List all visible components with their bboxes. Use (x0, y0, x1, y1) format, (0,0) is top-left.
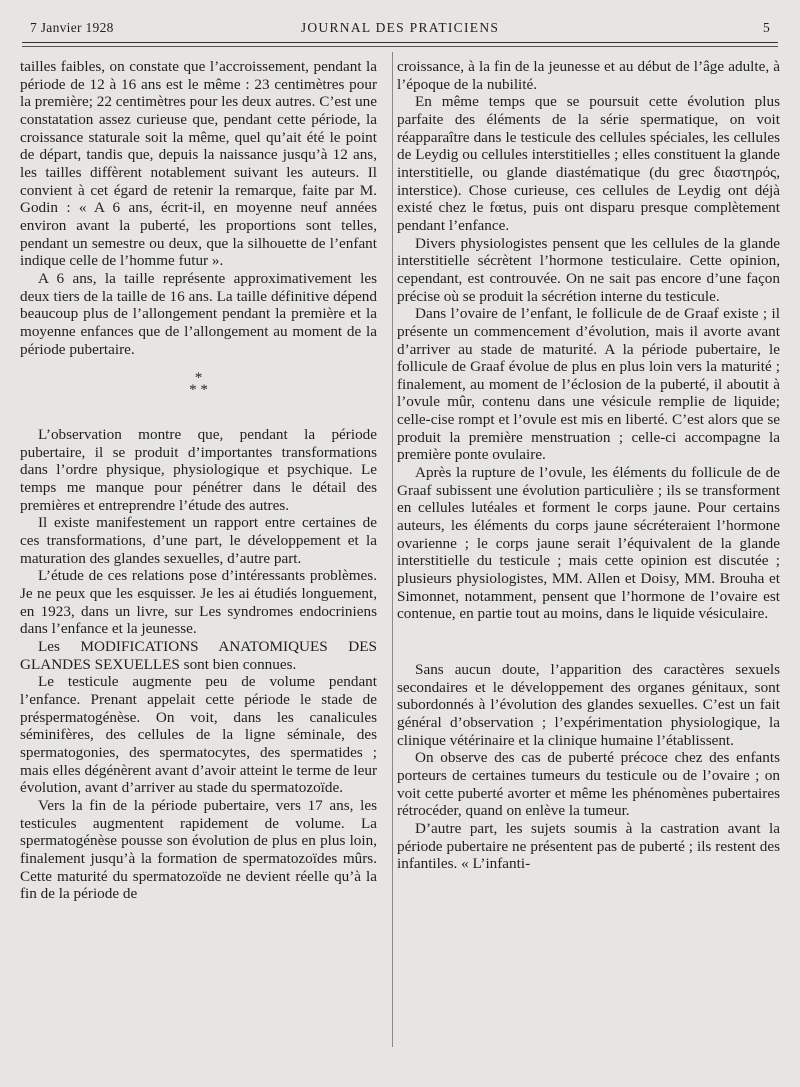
column-divider (392, 52, 393, 1047)
right-paragraph-8: D’autre part, les sujets soumis à la castration avant la période pubertaire ne présentent pas de puberté ; ils restent des infantiles. « L’infanti- (397, 819, 780, 873)
asterisk-bottom: * * (189, 382, 208, 399)
right-column (397, 58, 780, 873)
left-paragraph-2: A 6 ans, la taille représente approximativement les deux tiers de la taille de 16 ans. La taille définitive dépend beaucoup plus de l’allongement pendant la première et la moyenne enfances que de l’allongement au moment de la période pubertaire. (20, 269, 377, 358)
header-date: 7 Janvier 1928 (30, 20, 114, 35)
section-gap (397, 623, 780, 661)
left-paragraph-1: tailles faibles, on constate que l’accroissement, pendant la période de 12 à 16 ans est le même : 23 centimètres pour la première; 22 centimètres pour les deux autres. C’est une constatation assez curieuse que, pendant cette période, la croissance staturale soit la même, quel qu’ait été le point de départ, tandis que, depuis la naissance jusqu’à 12 ans, les tailles diffèrent notablement suivant les auteurs. Il convient à cet égard de retenir la remarque, faite par M. Godin : « A 6 ans, écrit-il, en moyenne neuf années environ avant la puberté, les proportions sont telles, pendant un semestre ou deux, que la silhouette de l’enfant indique celle de l’homme futur ». (20, 58, 377, 270)
header-rule (22, 42, 778, 43)
right-paragraph-4: Dans l’ovaire de l’enfant, le follicule de de Graaf existe ; il présente un commencement d’évolution, mais il avorte avant d’arriver au stade de maturité. A la période pubertaire, le follicule de Graaf évolue de plus en plus loin vers la maturité ; finalement, au moment de l’éclosion de la puberté, il aboutit à l’ovule mûr, contenu dans une vésicule remplie de liquide; celle-cise rompt et l’ovule est mis en liberté. C’est alors que se produit la première menstruation ; celle-ci accompagne la première ponte ovulaire. (397, 305, 780, 464)
right-paragraph-5: Après la rupture de l’ovule, les éléments du follicule de de Graaf subissent une évolution particulière ; ils se transforment en cellules lutéales et forment le corps jaune. Pour certains auteurs, les éléments du corps jaune sécréteraient l’hormone ovarienne ; le corps jaune serait l’équivalent de la glande interstitielle du testicule ; mais cette opinion est discutée ; plusieurs physiologistes, MM. Allen et Doisy, MM. Brouha et Simonnet, notamment, pensent que l’hormone de l’ovaire est contenue, en partie tout au moins, dans le liquide vésiculaire. (397, 464, 780, 623)
left-paragraph-5: L’étude de ces relations pose d’intéressants problèmes. Je ne peux que les esquisser. Je les ai étudiés longuement, en 1923, dans un livre, sur Les syndromes endocriniens dans l’enfance et la jeunesse. (20, 567, 377, 638)
header-page-number: 5 (762, 20, 770, 35)
left-paragraph-6: Les MODIFICATIONS ANATOMIQUES DES GLANDES SEXUELLES sont bien connues. (20, 638, 377, 673)
header-rule-thin (22, 46, 778, 47)
left-paragraph-7: Le testicule augmente peu de volume pendant l’enfance. Prenant appelait cette période le stade de préspermatogénèse. On voit, dans les canalicules séminifères, des cellules de la ligne séminale, des spermatogonies, des spermatocytes, des spermatides ; mais elles dégénèrent avant d’avoir atteint le terme de leur évolution, avant d’arriver au stade du spermatozoïde. (20, 673, 377, 797)
left-paragraph-4: Il existe manifestement un rapport entre certaines de ces transformations, d’une part, le développement et la maturation des glandes sexuelles, d’autre part. (20, 514, 377, 567)
left-paragraph-8: Vers la fin de la période pubertaire, vers 17 ans, les testicules augmentent rapidement de volume. La spermatogénèse pousse son évolution de plus en plus loin, finalement jusqu’à la formation de spermatozoïdes mûrs. Cette maturité du spermatozoïde ne devient réelle qu’à la fin de la période de (20, 796, 377, 903)
header-journal-title: JOURNAL DES PRATICIENS (300, 20, 500, 35)
right-paragraph-6: Sans aucun doute, l’apparition des caractères sexuels secondaires et le développement des organes génitaux, sont subordonnés à l’évolution des glandes sexuelles. C’est un fait général d’observation ; l’expérimentation physiologique, la clinique vétérinaire et la clinique humaine l’établissent. (397, 661, 780, 749)
left-column (20, 58, 377, 903)
right-paragraph-3: Divers physiologistes pensent que les cellules de la glande interstitielle sécrètent l’hormone testiculaire. Cette opinion, cependant, est controuvée. On ne sait pas encore d’une façon précise où se produit la sécrétion interne du testicule. (397, 234, 780, 305)
left-paragraph-3: L’observation montre que, pendant la période pubertaire, il se produit d’importantes transformations dans l’ordre physique, physiologique et psychique. Le temps me manque pour pénétrer dans le détail des premières et entreprendre l’étude des autres. (20, 426, 377, 514)
section-separator-asterisks (20, 370, 377, 399)
right-paragraph-2: En même temps que se poursuit cette évolution plus parfaite des éléments de la série spermatique, on voit réapparaître dans le testicule des cellules spéciales, les cellules de Leydig ou cellules interstitielles ; elles constituent la glande interstitielle, ou glande diastématique (du grec διαστηρός, interstice). Chose curieuse, ces cellules de Leydig ont déjà existé chez le fœtus, puis ont disparu presque complètement pendant l’enfance. (397, 93, 780, 234)
page-header (30, 20, 770, 40)
asterisk-top: * (194, 370, 203, 387)
right-paragraph-1: croissance, à la fin de la jeunesse et au début de l’âge adulte, à l’époque de la nubilité. (397, 58, 780, 93)
right-paragraph-7: On observe des cas de puberté précoce chez des enfants porteurs de certaines tumeurs du testicule ou de l’ovaire ; on voit cette puberté avorter et même les phénomènes pubertaires rétrocéder, quand on enlève la tumeur. (397, 749, 780, 820)
